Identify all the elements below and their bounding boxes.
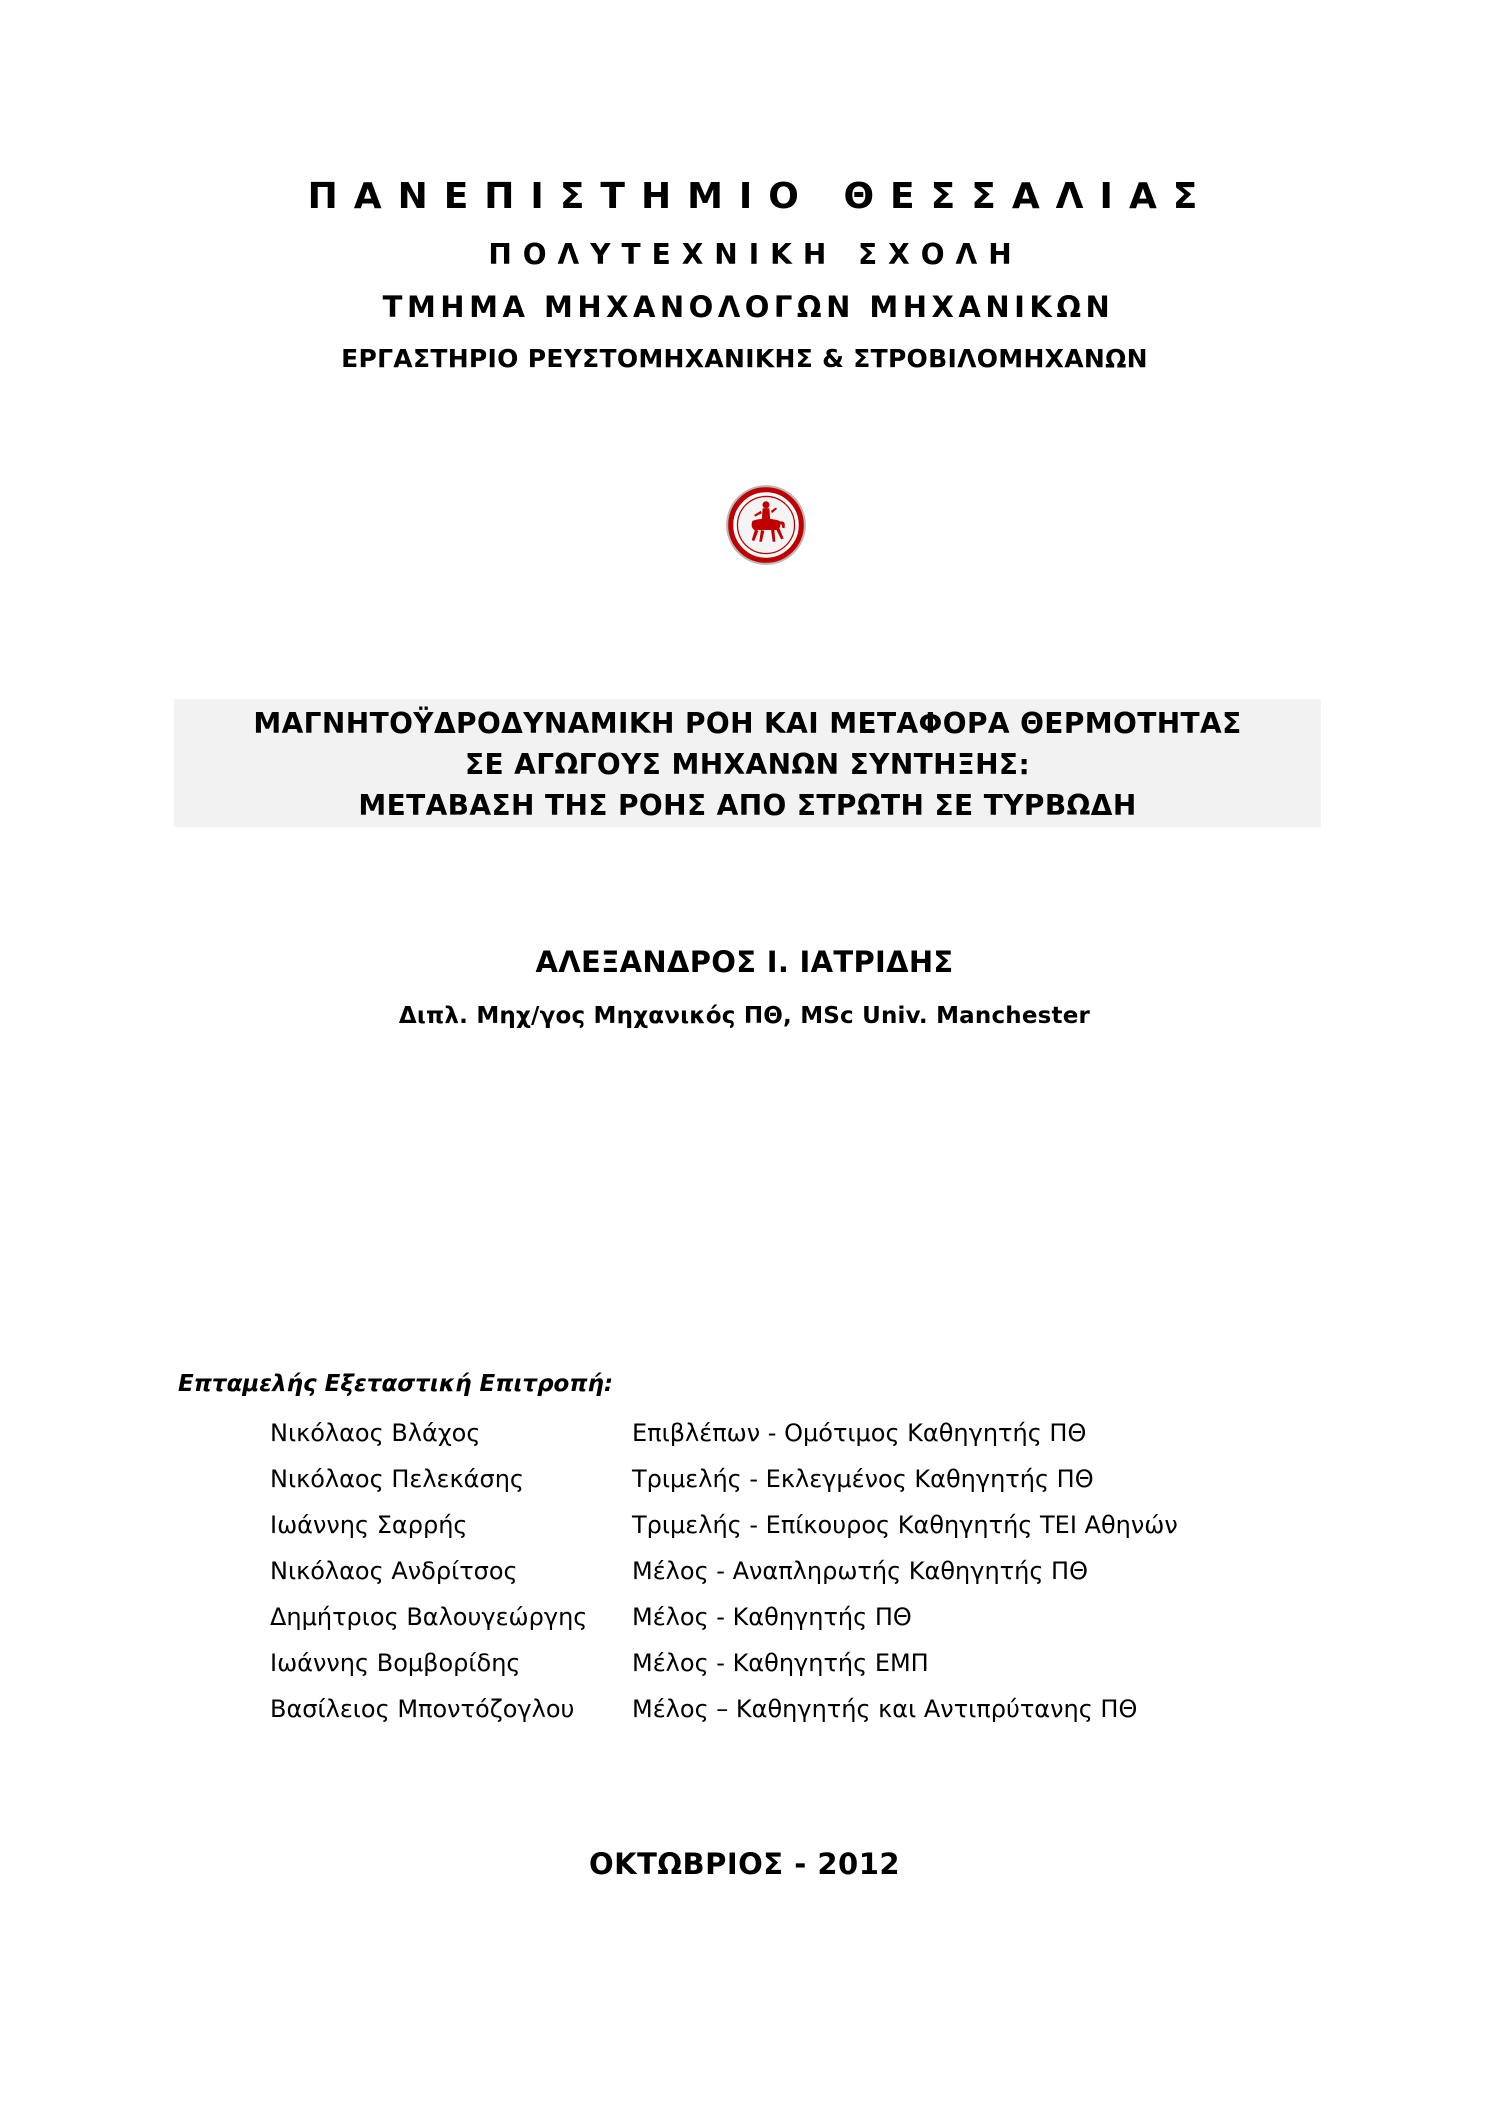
member-name: Νικόλαος Πελεκάσης [270, 1465, 524, 1493]
member-name: Δημήτριος Βαλουγεώργης [270, 1603, 588, 1631]
author-name: ΑΛΕΞΑΝΔΡΟΣ Ι. ΙΑΤΡΙΔΗΣ [535, 945, 954, 979]
laboratory-name: ΕΡΓΑΣΤΗΡΙΟ ΡΕΥΣΤΟΜΗΧΑΝΙΚΗΣ & ΣΤΡΟΒΙΛΟΜΗΧΑΝΩΝ [341, 344, 1148, 373]
member-role: Επιβλέπων - Ομότιμος Καθηγητής ΠΘ [632, 1419, 1087, 1447]
member-name: Ιωάννης Σαρρής [270, 1511, 468, 1539]
author-degree: Διπλ. Μηχ/γος Μηχανικός ΠΘ, MSc Univ. Manchester [398, 1003, 1091, 1029]
member-role: Μέλος - Αναπληρωτής Καθηγητής ΠΘ [632, 1557, 1088, 1585]
school-name: ΠΟΛΥΤΕΧΝΙΚΗ ΣΧΟΛΗ [488, 238, 1023, 271]
member-role: Τριμελής - Εκλεγμένος Καθηγητής ΠΘ [632, 1465, 1094, 1493]
thesis-title-box [174, 699, 1321, 827]
thesis-title-line-2: ΣΕ ΑΓΩΓΟΥΣ ΜΗΧΑΝΩΝ ΣΥΝΤΗΞΗΣ: [464, 748, 1031, 781]
member-role: Μέλος - Καθηγητής ΠΘ [632, 1603, 912, 1631]
member-name: Νικόλαος Βλάχος [270, 1419, 481, 1447]
member-role: Μέλος – Καθηγητής και Αντιπρύτανης ΠΘ [632, 1695, 1138, 1723]
university-name: ΠΑΝΕΠΙΣΤΗΜΙΟ ΘΕΣΣΑΛΙΑΣ [307, 176, 1214, 217]
committee-heading: Επταμελής Εξεταστική Επιτροπή: [178, 1371, 614, 1397]
member-name: Ιωάννης Βομβορίδης [270, 1649, 521, 1677]
department-name: ΤΜΗΜΑ ΜΗΧΑΝΟΛΟΓΩΝ ΜΗΧΑΝΙΚΩΝ [382, 290, 1115, 324]
thesis-title-line-1: ΜΑΓΝΗΤΟΫΔΡΟΔΥΝΑΜΙΚΗ ΡΟΗ ΚΑΙ ΜΕΤΑΦΟΡΑ ΘΕΡΜΟΤΗΤΑΣ [253, 707, 1242, 740]
member-name: Βασίλειος Μποντόζογλου [270, 1695, 575, 1723]
thesis-title-line-3: ΜΕΤΑΒΑΣΗ ΤΗΣ ΡΟΗΣ ΑΠΟ ΣΤΡΩΤΗ ΣΕ ΤΥΡΒΩΔΗ [358, 789, 1137, 822]
university-seal-icon [724, 483, 808, 567]
member-role: Τριμελής - Επίκουρος Καθηγητής ΤΕΙ Αθηνών [632, 1511, 1178, 1539]
member-name: Νικόλαος Ανδρίτσος [270, 1557, 518, 1585]
submission-date: ΟΚΤΩΒΡΙΟΣ - 2012 [588, 1847, 901, 1881]
member-role: Μέλος - Καθηγητής ΕΜΠ [632, 1649, 929, 1677]
